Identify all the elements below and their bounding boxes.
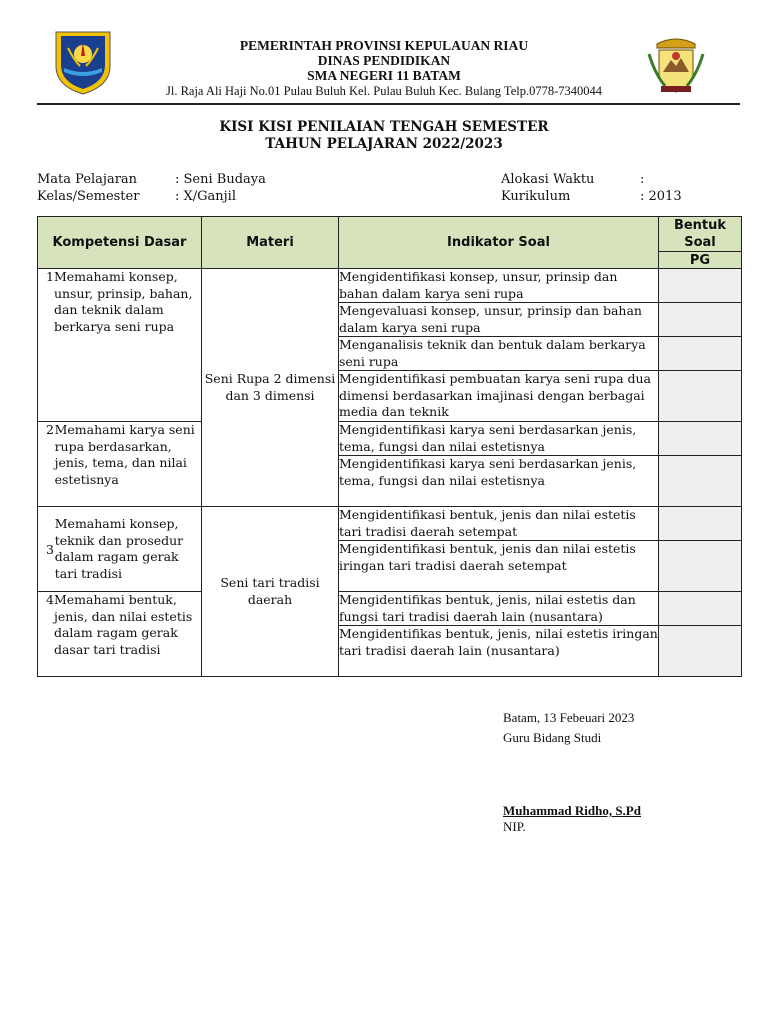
title-line-1: KISI KISI PENILAIAN TENGAH SEMESTER xyxy=(219,119,549,135)
pg-cell xyxy=(659,337,742,371)
table-row xyxy=(38,269,742,303)
header-kompetensi-dasar: Kompetensi Dasar xyxy=(38,217,202,269)
mapel-value: : Seni Budaya xyxy=(175,172,266,187)
kd-text: Memahami bentuk, jenis, dan nilai estetis dalam ragam gerak dasar tari tradisi xyxy=(53,592,193,657)
letterhead-rule xyxy=(37,103,740,105)
signature-block xyxy=(503,708,634,748)
kd-number: 1 xyxy=(46,269,54,284)
kd-cell xyxy=(38,422,202,507)
kurikulum-value: : 2013 xyxy=(640,189,682,204)
indikator-cell: Mengidentifikasi bentuk, jenis dan nilai estetis iringan tari tradisi daerah setempat xyxy=(339,541,659,592)
pg-cell xyxy=(659,371,742,422)
header-materi: Materi xyxy=(202,217,339,269)
kd-number: 4 xyxy=(46,592,54,607)
signer-block xyxy=(503,803,641,835)
school-name: SMA NEGERI 11 BATAM xyxy=(307,68,461,83)
alokasi-value: : xyxy=(640,172,645,187)
indikator-cell: Mengidentifikasi pembuatan karya seni rupa dua dimensi berdasarkan imajinasi dengan berbagai media dan teknik xyxy=(339,371,659,422)
pg-cell xyxy=(659,303,742,337)
materi-cell: Seni tari tradisi daerah xyxy=(202,507,339,677)
pg-cell xyxy=(659,626,742,677)
indikator-cell: Mengidentifikasi bentuk, jenis dan nilai estetis tari tradisi daerah setempat xyxy=(339,507,659,541)
kd-text: Memahami konsep, teknik dan prosedur dalam ragam gerak tari tradisi xyxy=(54,516,184,581)
indikator-cell: Mengidentifikasi karya seni berdasarkan jenis, tema, fungsi dan nilai estetisnya xyxy=(339,422,659,456)
pg-cell xyxy=(659,269,742,303)
indikator-cell: Mengidentifikasi karya seni berdasarkan jenis, tema, fungsi dan nilai estetisnya xyxy=(339,456,659,507)
materi-cell: Seni Rupa 2 dimensi dan 3 dimensi xyxy=(202,269,339,507)
signer-name: Muhammad Ridho, S.Pd xyxy=(503,803,641,818)
government-name: PEMERINTAH PROVINSI KEPULAUAN RIAU xyxy=(239,38,529,53)
header-indikator-soal: Indikator Soal xyxy=(339,217,659,269)
kisi-kisi-table xyxy=(37,216,742,677)
pg-cell xyxy=(659,422,742,456)
kd-cell xyxy=(38,592,202,677)
letterhead xyxy=(0,38,768,99)
kd-cell xyxy=(38,269,202,422)
school-address: Jl. Raja Ali Haji No.01 Pulau Buluh Kel. Pulau Buluh Kec. Bulang Telp.0778-7340044 xyxy=(165,84,603,98)
kd-number: 2 xyxy=(46,422,54,437)
indikator-cell: Mengidentifikasi konsep, unsur, prinsip dan bahan dalam karya seni rupa xyxy=(339,269,659,303)
pg-cell xyxy=(659,592,742,626)
place-date: Batam, 13 Febeuari 2023 xyxy=(503,710,635,725)
document-title xyxy=(0,119,768,153)
mapel-label: Mata Pelajaran xyxy=(37,172,138,187)
pg-cell xyxy=(659,507,742,541)
indikator-cell: Mengevaluasi konsep, unsur, prinsip dan bahan dalam karya seni rupa xyxy=(339,303,659,337)
indikator-cell: Menganalisis teknik dan bentuk dalam berkarya seni rupa xyxy=(339,337,659,371)
title-line-2: TAHUN PELAJARAN 2022/2023 xyxy=(265,136,503,152)
alokasi-label: Alokasi Waktu xyxy=(501,172,595,187)
pg-cell xyxy=(659,456,742,507)
kd-number: 3 xyxy=(46,541,54,557)
indikator-cell: Mengidentifikas bentuk, jenis, nilai estetis iringan tari tradisi daerah lain (nusantara) xyxy=(339,626,659,677)
kd-text: Memahami karya seni rupa berdasarkan, jenis, tema, dan nilai estetisnya xyxy=(54,422,195,487)
table-row xyxy=(38,422,742,456)
table-row xyxy=(38,592,742,626)
kelas-value: : X/Ganjil xyxy=(175,189,237,204)
indikator-cell: Mengidentifikas bentuk, jenis, nilai estetis dan fungsi tari tradisi daerah lain (nusantara) xyxy=(339,592,659,626)
agency-name: DINAS PENDIDIKAN xyxy=(317,53,451,68)
kurikulum-label: Kurikulum xyxy=(501,189,571,204)
kd-cell xyxy=(38,507,202,592)
signer-role: Guru Bidang Studi xyxy=(503,730,602,745)
signer-nip: NIP. xyxy=(503,819,526,834)
kd-text: Memahami konsep, unsur, prinsip, bahan, dan teknik dalam berkarya seni rupa xyxy=(53,269,193,334)
table-row xyxy=(38,507,742,541)
kelas-label: Kelas/Semester xyxy=(37,189,140,204)
pg-cell xyxy=(659,541,742,592)
header-pg: PG xyxy=(659,252,742,269)
header-bentuk-soal: Bentuk Soal xyxy=(659,217,742,252)
